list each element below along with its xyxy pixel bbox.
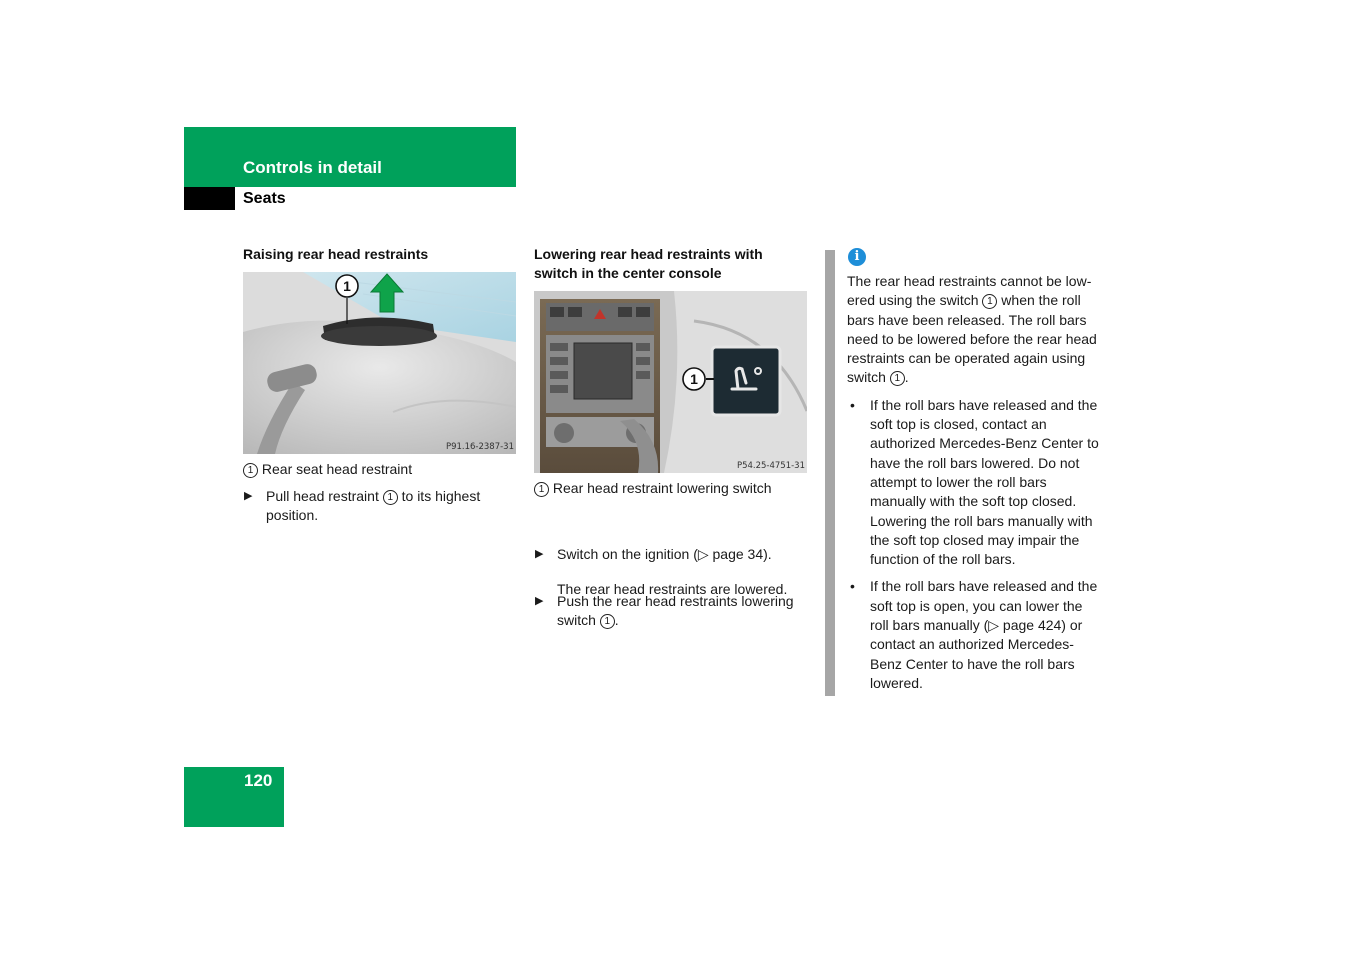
head-restraint-illustration (243, 272, 516, 454)
middle-legend (534, 479, 807, 498)
step-arrow-icon: ▶ (244, 490, 253, 502)
page-number: 120 (244, 771, 273, 790)
callout-number: 1 (383, 490, 398, 505)
figure-code: P91.16-2387-31 (445, 442, 514, 452)
svg-text:1: 1 (690, 371, 698, 387)
head-restraint-figure (243, 272, 516, 454)
info-box-text (847, 272, 1101, 693)
chapter-band (184, 127, 516, 187)
center-console-illustration (534, 291, 807, 473)
info-side-bar (825, 250, 835, 696)
legend-text: Rear head restraint lowering switch (552, 480, 772, 496)
raising-heading: Raising rear head restraints (243, 246, 429, 262)
info-bullet-2: • If the roll bars have released and the soft top is open, you can lower the roll bars manually (▷ page 424) or contact an authorized Mercedes-Benz Center to have the roll bars lowered. (850, 578, 1098, 691)
lowering-heading: Lowering rear head restraints with switch in the center console (534, 246, 763, 281)
left-legend (243, 460, 516, 479)
callout-number: 1 (534, 482, 549, 497)
left-step: ▶ Pull head restraint 1 to its highest position. (244, 488, 481, 524)
middle-step-1: ▶ Switch on the ignition (▷ page 34). (534, 545, 830, 564)
info-bullet-1: • If the roll bars have released and the soft top is closed, contact an authorized Mercedes-Benz Center to have the roll bars lowered. Do not attempt to lower the roll bars manually with the soft top closed. Lowering the roll bars manually with the soft top closed may impair the function of the roll bars. (850, 396, 1099, 568)
info-paragraph: The rear head restraints cannot be low-ered using the switch 1 when the roll bars have been released. The roll bars need to be lowered before the rear head restraints can be operated again using switch 1 . (847, 273, 1097, 386)
step-arrow-icon: ▶ (535, 547, 544, 560)
bullet-dot-icon: • (850, 578, 855, 595)
figure-code: P54.25-4751-31 (736, 461, 805, 471)
callout-number: 1 (982, 294, 997, 309)
section-tab (184, 187, 235, 210)
callout-number: 1 (243, 463, 258, 478)
callout-number: 1 (890, 371, 905, 386)
center-console-figure (534, 291, 807, 473)
svg-text:1: 1 (343, 278, 351, 294)
section-title: Seats (243, 190, 286, 207)
middle-result: The rear head restraints are lowered. (557, 581, 788, 597)
callout-number: 1 (600, 614, 615, 629)
legend-text: Rear seat head restraint (261, 461, 413, 477)
step-arrow-icon: ▶ (535, 594, 544, 607)
info-icon: i (848, 248, 866, 266)
chapter-title: Controls in detail (243, 158, 382, 177)
bullet-dot-icon: • (850, 396, 855, 413)
middle-step-2: ▶ Push the rear head restraints lowering switch 1 . (535, 592, 794, 629)
